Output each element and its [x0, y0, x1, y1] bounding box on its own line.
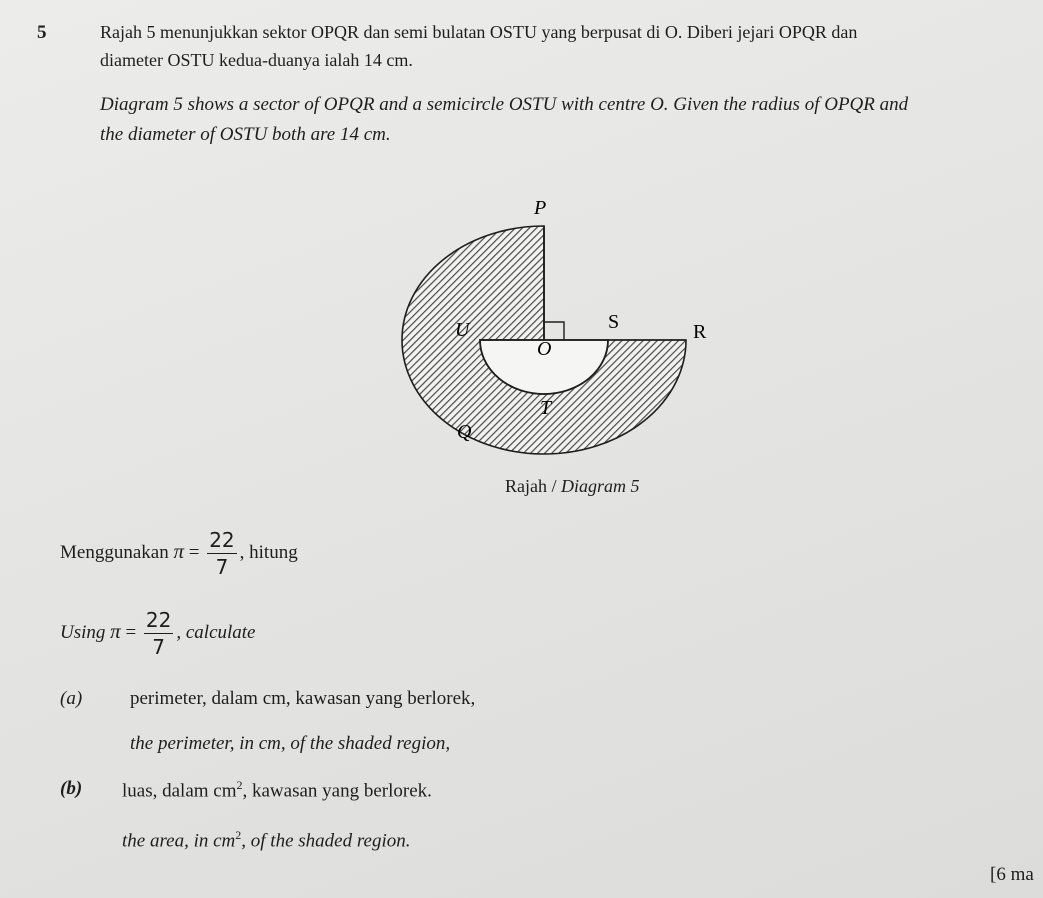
pi-fraction: [207, 528, 236, 579]
equals-sign: =: [125, 621, 137, 643]
instruction-english-suffix: , calculate: [176, 621, 256, 643]
label-s: S: [608, 311, 620, 333]
pi-symbol: π: [110, 618, 121, 643]
part-b-malay-before: luas, dalam cm: [122, 780, 237, 802]
part-b-english: [122, 828, 411, 852]
label-o: O: [537, 338, 552, 360]
label-r: R: [693, 321, 707, 343]
diagram-caption: [505, 476, 640, 497]
part-b-malay: [122, 778, 432, 802]
question-number: 5: [37, 22, 47, 43]
pi-symbol: π: [173, 538, 184, 563]
part-b-malay-after: , kawasan yang berlorek.: [242, 780, 432, 802]
superscript: 2: [236, 778, 243, 792]
instruction-english: [60, 608, 256, 659]
part-a-label: (a): [60, 688, 83, 709]
part-b-english-after: , of the shaded region.: [241, 830, 411, 852]
fraction-numerator: 22: [145, 608, 172, 632]
question-english-line-2: the diameter of OSTU both are 14 cm.: [100, 124, 391, 145]
part-b-english-before: the area, in cm: [122, 830, 236, 852]
caption-prefix: Rajah /: [505, 476, 561, 496]
fraction-denominator: 7: [215, 555, 229, 579]
label-t: T: [540, 397, 552, 419]
instruction-malay: [60, 528, 298, 579]
equals-sign: =: [188, 541, 200, 563]
pi-fraction: [144, 608, 173, 659]
instruction-malay-prefix: Menggunakan: [60, 541, 169, 563]
question-malay-line-2: diameter OSTU kedua-duanya ialah 14 cm.: [100, 50, 413, 70]
part-b-label: (b): [60, 778, 83, 799]
question-malay-line-1: Rajah 5 menunjukkan sektor OPQR dan semi bulatan OSTU yang berpusat di O. Diberi jejari OPQR dan: [100, 22, 858, 42]
label-u: U: [455, 319, 470, 341]
question-english-line-1: Diagram 5 shows a sector of OPQR and a semicircle OSTU with centre O. Given the radius of OPQR and: [100, 94, 909, 115]
marks-label: [6 ma: [990, 864, 1034, 885]
fraction-numerator: 22: [209, 528, 235, 552]
label-p: P: [534, 197, 547, 219]
part-a-malay: perimeter, dalam cm, kawasan yang berlorek,: [130, 688, 476, 709]
superscript: 2: [235, 828, 242, 842]
part-a-english: the perimeter, in cm, of the shaded region,: [130, 733, 451, 754]
fraction-denominator: 7: [152, 635, 165, 659]
instruction-english-prefix: Using: [60, 621, 106, 643]
instruction-malay-suffix: , hitung: [239, 541, 298, 563]
caption-italic: Diagram 5: [561, 476, 640, 496]
label-q: Q: [457, 421, 472, 443]
